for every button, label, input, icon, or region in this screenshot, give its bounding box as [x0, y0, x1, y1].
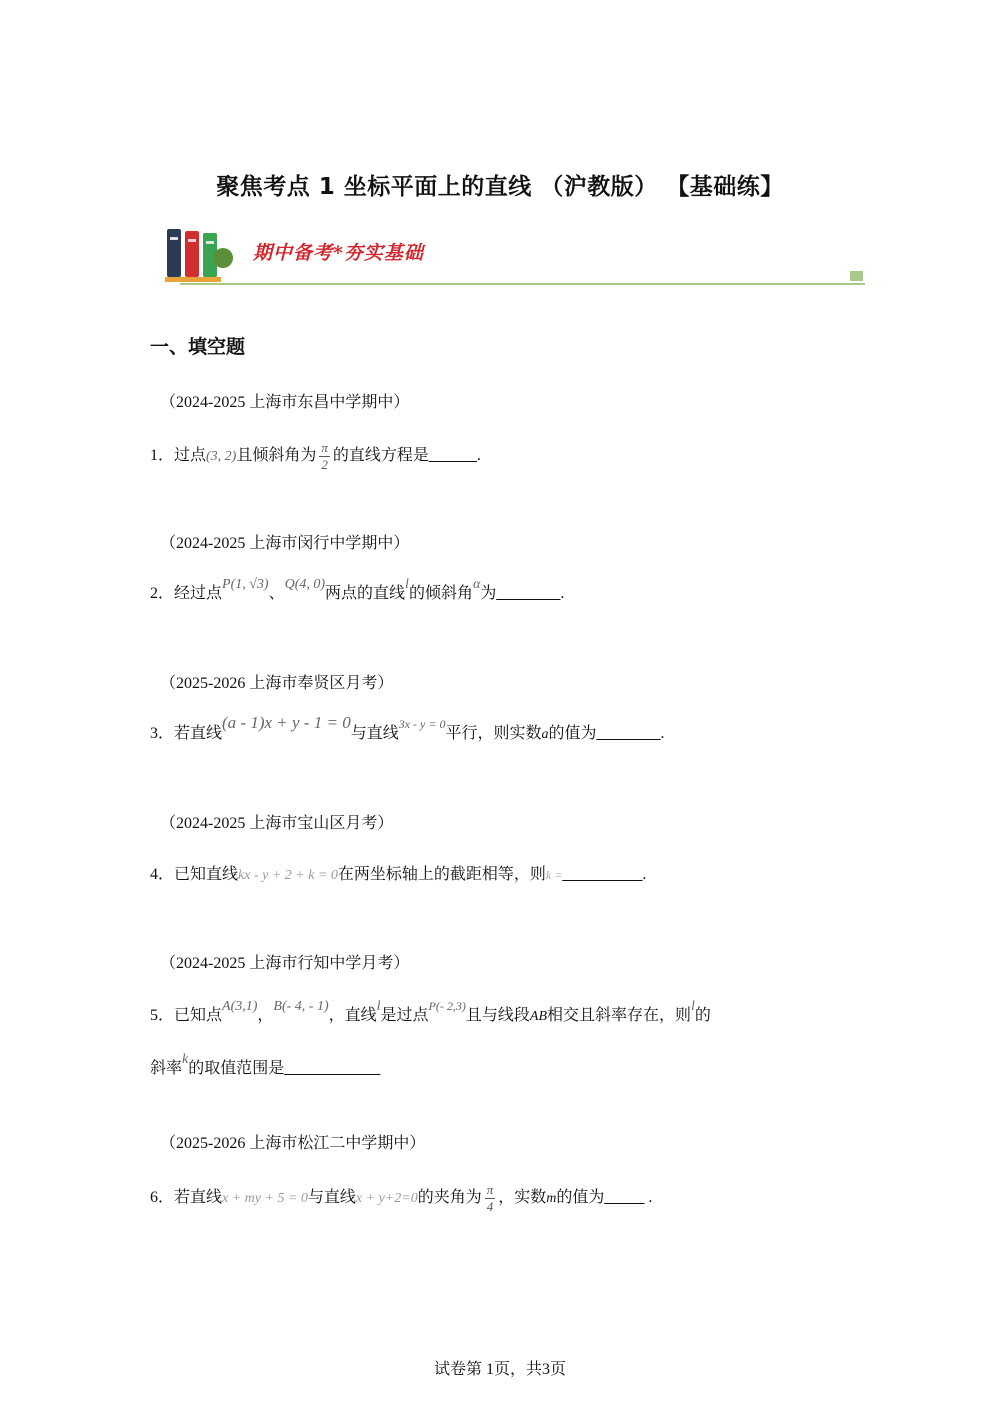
banner-slogan: 期中备考*夯实基础	[253, 242, 424, 264]
math-expr: AB	[529, 1009, 547, 1024]
question-source: （2024-2025 上海市东昌中学期中）	[160, 394, 410, 411]
math-expr: kx - y + 2 + k = 0	[238, 868, 338, 883]
math-expr: l	[405, 577, 409, 592]
math-expr: P(- 2,3)	[428, 999, 466, 1013]
fraction: $\frac{\pi}{2}$	[321, 440, 328, 472]
math-expr: k	[182, 1052, 189, 1067]
math-expr: a	[541, 727, 549, 742]
math-expr: α	[472, 577, 481, 592]
math-expr: l	[376, 999, 381, 1014]
question-source: （2024-2025 上海市闵行中学期中）	[160, 535, 410, 552]
answer-blank: ______	[428, 447, 477, 465]
page-footer: 试卷第 1页，共3页	[433, 1361, 566, 1378]
answer-blank: ________	[496, 585, 561, 602]
question-5-line-2: 斜率k的取值范围是____________	[150, 1052, 381, 1077]
math-expr: Q(4, 0)	[284, 577, 326, 592]
answer-blank: ____________	[284, 1060, 381, 1077]
math-expr: x + my + 5 = 0	[222, 1191, 308, 1207]
math-expr: x + y+2=0	[355, 1191, 418, 1207]
math-expr: (a - 1)x + y - 1 = 0	[222, 713, 351, 732]
section-heading: 一、填空题	[150, 336, 246, 358]
question-5: 5．已知点A(3,1)，B(- 4, - 1)，直线l是过点$^{P(- 2,3)}$且与线段AB相交且斜率存在，则l的	[150, 999, 711, 1024]
math-expr: l	[691, 999, 695, 1014]
question-source: （2025-2026 上海市松江二中学期中）	[160, 1135, 426, 1152]
banner-corner-mark	[850, 271, 863, 281]
page-title: 聚焦考点 1 坐标平面上的直线 （沪教版） 【基础练】	[216, 174, 784, 200]
answer-blank: ________	[596, 725, 661, 742]
answer-blank: _____	[604, 1189, 645, 1207]
math-expr: B(- 4, - 1)	[273, 999, 329, 1014]
math-expr: (3, 2)	[206, 449, 237, 465]
fraction: $\frac{\pi}{4}$	[486, 1182, 494, 1214]
question-3: 3．若直线(a - 1)x + y - 1 = 0与直线$^{3x - y = 0}$平行，则实数a的值为________.	[150, 713, 665, 742]
math-expr: 3x - y = 0	[398, 717, 446, 731]
math-expr: P(1, √3)	[222, 577, 269, 592]
math-expr: A(3,1)	[222, 999, 258, 1014]
math-expr: k =	[545, 868, 563, 882]
question-source: （2025-2026 上海市奉贤区月考）	[160, 675, 394, 692]
question-source: （2024-2025 上海市行知中学月考）	[160, 955, 410, 972]
banner-divider	[180, 283, 865, 285]
question-1: 1．过点(3, 2)且倾斜角为 $\frac{\pi}{2}$ 的直线方程是______.	[150, 440, 481, 472]
question-2: 2．经过点P(1, √3)、Q(4, 0)两点的直线l的倾斜角α为________.	[150, 577, 565, 602]
question-4: 4．已知直线kx - y + 2 + k = 0在两坐标轴上的截距相等，则k =__________.	[150, 866, 647, 883]
question-6: 6．若直线x + my + 5 = 0与直线x + y+2=0的夹角为 $\frac{\pi}{4}$ ，实数m的值为_____ .	[150, 1182, 653, 1214]
answer-blank: __________	[562, 866, 643, 883]
question-source: （2024-2025 上海市宝山区月考）	[160, 815, 394, 832]
math-expr: m	[546, 1191, 557, 1207]
